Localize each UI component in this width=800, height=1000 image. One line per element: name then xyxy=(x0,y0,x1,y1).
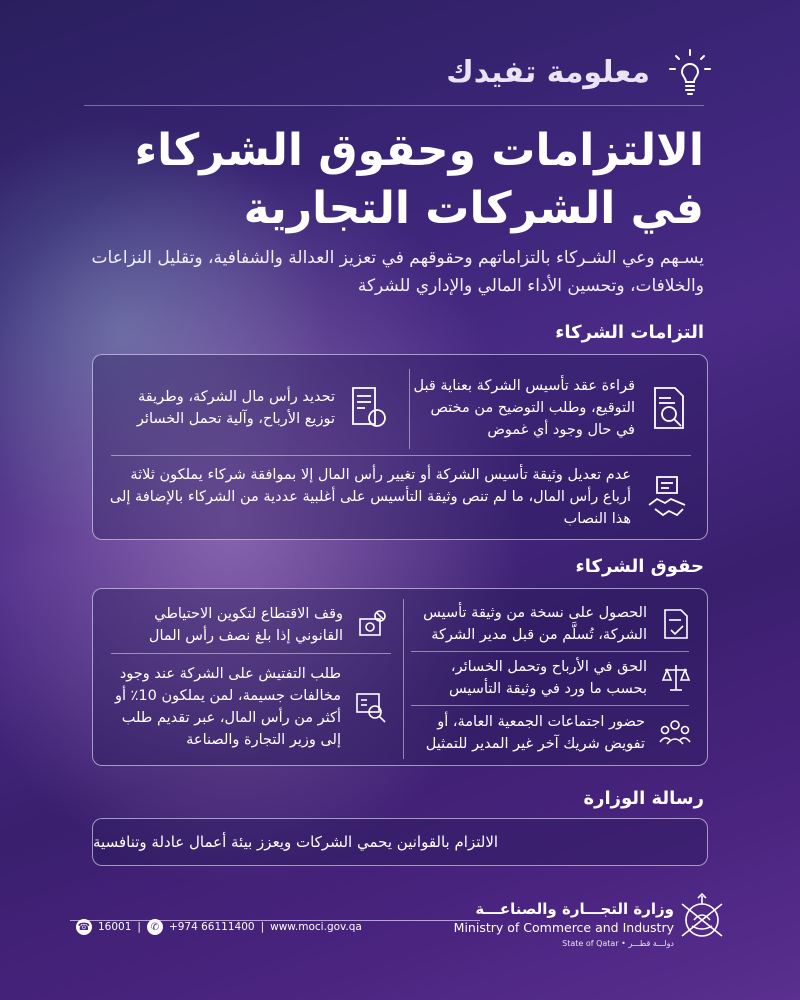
right-text: وقف الاقتطاع لتكوين الاحتياطي القانوني إذا بلغ نصف رأس المال xyxy=(148,606,343,644)
right-text: حضور اجتماعات الجمعية العامة، أو تفويض شريك آخر غير المدير للتمثيل xyxy=(425,714,645,752)
obligation-item xyxy=(407,367,689,449)
handshake-agreement-icon xyxy=(645,475,689,519)
right-item xyxy=(409,707,691,759)
rights-panel xyxy=(92,588,708,766)
ministry-message-text: الالتزام بالقوانين يحمي الشركات ويعزز بيئة أعمال عادلة وتنافسية xyxy=(93,833,499,851)
obligation-item xyxy=(109,459,689,535)
header-tag-text: معلومة تفيدك xyxy=(446,55,650,90)
lightbulb-icon xyxy=(668,48,712,98)
document-search-icon xyxy=(649,386,689,430)
whatsapp-icon: ✆ xyxy=(147,919,163,935)
obligation-text: قراءة عقد تأسيس الشركة بعناية قبل التوقيع، وطلب التوضيح من مختص في حال وجود أي غموض xyxy=(413,378,635,438)
intro-text: يسـهم وعي الشـركاء بالتزاماتهم وحقوقهم في تعزيز العدالة والشفافية، وتقليل النزاعات والخلافات، وتحسين الأداء المالي والإداري للشركة xyxy=(91,248,704,296)
website-link[interactable]: www.moci.gov.qa xyxy=(270,921,362,933)
meeting-icon xyxy=(659,718,691,748)
ministry-message-box xyxy=(92,818,708,866)
ministry-message-title: رسالة الوزارة xyxy=(583,788,704,809)
ministry-name-ar: وزارة التجـــارة والصناعـــة xyxy=(475,900,674,918)
hotline[interactable]: 16001 xyxy=(98,921,132,933)
phone-icon: ☎ xyxy=(76,919,92,935)
right-item xyxy=(409,599,691,649)
obligation-text: عدم تعديل وثيقة تأسيس الشركة أو تغيير رأس المال إلا بموافقة شركاء يملكون ثلاثة أرباع رأس المال، ما لم تنص وثيقة التأسيس على أغلبية عددية من الشركاء بالإضافة إلى هذا النصاب xyxy=(109,467,631,527)
phone-number[interactable]: +974 66111400 xyxy=(168,921,255,933)
title-line-2: في الشركات التجارية xyxy=(243,183,704,234)
obligations-panel xyxy=(92,354,708,540)
document-money-icon xyxy=(349,386,389,430)
ministry-name-en: Ministry of Commerce and Industry xyxy=(453,920,674,935)
right-text: الحصول على نسخة من وثيقة تأسيس الشركة، تُسلَّم من قبل مدير الشركة xyxy=(423,605,647,643)
right-item xyxy=(105,599,387,651)
obligation-item xyxy=(107,367,389,449)
inspection-icon xyxy=(355,690,387,724)
right-item xyxy=(409,653,691,703)
rights-title: حقوق الشركاء xyxy=(575,556,704,577)
document-check-icon xyxy=(661,608,691,640)
right-item xyxy=(105,655,387,759)
obligation-text: تحديد رأس مال الشركة، وطريقة توزيع الأرباح، وآلية تحمل الخسائر xyxy=(136,389,335,427)
money-stop-icon xyxy=(357,609,387,641)
right-text: الحق في الأرباح وتحمل الخسائر، بحسب ما ورد في وثيقة التأسيس xyxy=(448,659,647,697)
ministry-logo-text xyxy=(454,900,674,948)
right-text: طلب التفتيش على الشركة عند وجود مخالفات جسيمة، لمن يملكون 10٪ أو أكثر من رأس المال، عبر تقديم طلب إلى وزير التجارة والصناعة xyxy=(114,666,341,748)
scale-icon xyxy=(661,662,691,694)
qatar-emblem-icon xyxy=(676,890,728,946)
obligations-title: التزامات الشركاء xyxy=(555,322,704,343)
state-of-qatar: State of Qatar • دولـــة قطـــر xyxy=(562,939,674,948)
header-tag xyxy=(84,40,704,106)
title-line-1: الالتزامات وحقوق الشركاء xyxy=(134,125,704,176)
contact-bar: ☎ 16001 | ✆ +974 66111400 | www.moci.gov.qa xyxy=(77,921,362,933)
page-title xyxy=(84,122,704,238)
